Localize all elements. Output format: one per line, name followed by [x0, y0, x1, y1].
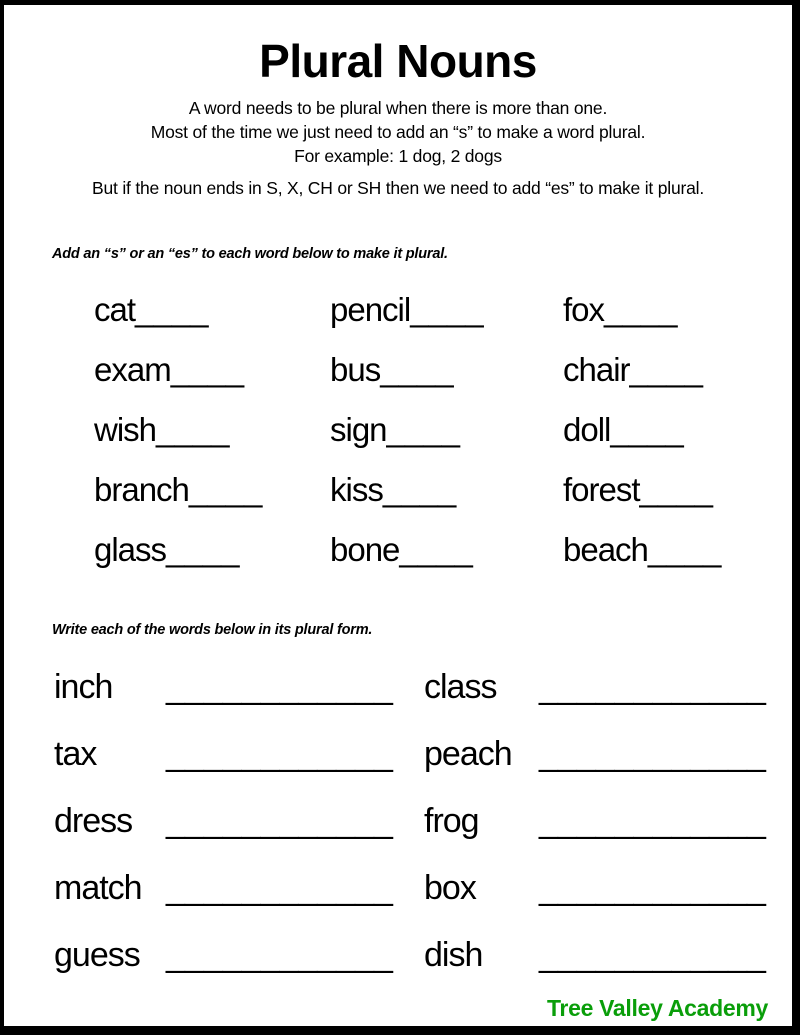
brand: Tree Valley Academy: [546, 994, 768, 1021]
intro-paragraph: [4, 96, 792, 168]
word-item: [330, 520, 563, 580]
answer-blank: ____________: [166, 667, 393, 706]
answer-blank: ____: [380, 350, 454, 388]
word-label: wish: [94, 410, 157, 448]
word-label: guess: [54, 935, 140, 974]
answer-blank: ____: [399, 530, 473, 568]
page-title: Plural Nouns: [259, 35, 537, 87]
word-label: cat: [94, 290, 136, 328]
word-label: exam: [94, 350, 171, 388]
word-label: match: [54, 868, 142, 907]
answer-blank: ____: [410, 290, 484, 328]
word-item: [563, 400, 792, 460]
word-label: forest: [563, 470, 640, 508]
word-label: frog: [424, 801, 479, 840]
word-label: dress: [54, 801, 133, 840]
answer-blank: ____________: [539, 935, 766, 974]
word-item: [94, 460, 330, 520]
word-label: fox: [563, 290, 605, 328]
answer-blank: ____________: [166, 801, 393, 840]
word-item: [563, 520, 792, 580]
section2-word-grid: [4, 654, 792, 989]
word-row: [54, 922, 792, 989]
word-label: bone: [330, 530, 400, 568]
answer-blank: ____________: [539, 801, 766, 840]
answer-blank: ____: [610, 410, 684, 448]
answer-blank: ____: [156, 410, 230, 448]
answer-blank: ____: [629, 350, 703, 388]
section1-instruction: Add an “s” or an “es” to each word below to make it plural.: [52, 245, 448, 262]
intro-line: For example: 1 dog, 2 dogs: [294, 145, 502, 166]
answer-blank: ____________: [166, 935, 393, 974]
word-label: tax: [54, 734, 97, 773]
word-label: sign: [330, 410, 387, 448]
answer-blank: ____________: [539, 868, 766, 907]
word-item: [563, 280, 792, 340]
word-label: inch: [54, 667, 113, 706]
word-label: class: [424, 667, 497, 706]
word-item: [94, 400, 330, 460]
word-item: [94, 520, 330, 580]
word-row: [54, 788, 792, 855]
word-row: [54, 654, 792, 721]
answer-blank: ____: [604, 290, 678, 328]
word-item: [94, 340, 330, 400]
answer-blank: ____: [135, 290, 209, 328]
word-row: [54, 721, 792, 788]
word-label: glass: [94, 530, 167, 568]
word-label: doll: [563, 410, 611, 448]
answer-blank: ____: [382, 470, 457, 508]
section1-word-grid: [4, 280, 792, 580]
answer-blank: ____: [386, 410, 460, 448]
word-label: branch: [94, 470, 189, 508]
word-item: [330, 340, 563, 400]
answer-blank: ____________: [166, 868, 393, 907]
word-label: dish: [424, 935, 483, 974]
word-item: [94, 280, 330, 340]
word-item: [330, 280, 563, 340]
section2-instruction: Write each of the words below in its plural form.: [52, 621, 373, 638]
word-item: [563, 460, 792, 520]
answer-blank: ____: [166, 530, 240, 568]
word-label: bus: [330, 350, 381, 388]
answer-blank: ____: [170, 350, 245, 388]
word-item: [330, 460, 563, 520]
word-label: box: [424, 868, 476, 907]
word-item: [563, 340, 792, 400]
word-label: peach: [424, 734, 512, 773]
word-item: [330, 400, 563, 460]
answer-blank: ____: [188, 470, 263, 508]
word-label: kiss: [330, 470, 383, 508]
rule-line: But if the noun ends in S, X, CH or SH then we need to add “es” to make it plural.: [92, 177, 704, 198]
word-label: chair: [563, 350, 630, 388]
word-row: [54, 855, 792, 922]
answer-blank: ____________: [539, 667, 766, 706]
answer-blank: ____________: [539, 734, 766, 773]
word-label: beach: [563, 530, 648, 568]
answer-blank: ____________: [166, 734, 393, 773]
answer-blank: ____: [647, 530, 722, 568]
intro-line: A word needs to be plural when there is more than one.: [188, 97, 608, 118]
word-label: pencil: [330, 290, 411, 328]
answer-blank: ____: [639, 470, 713, 508]
intro-line: Most of the time we just need to add an “s” to make a word plural.: [150, 121, 646, 142]
